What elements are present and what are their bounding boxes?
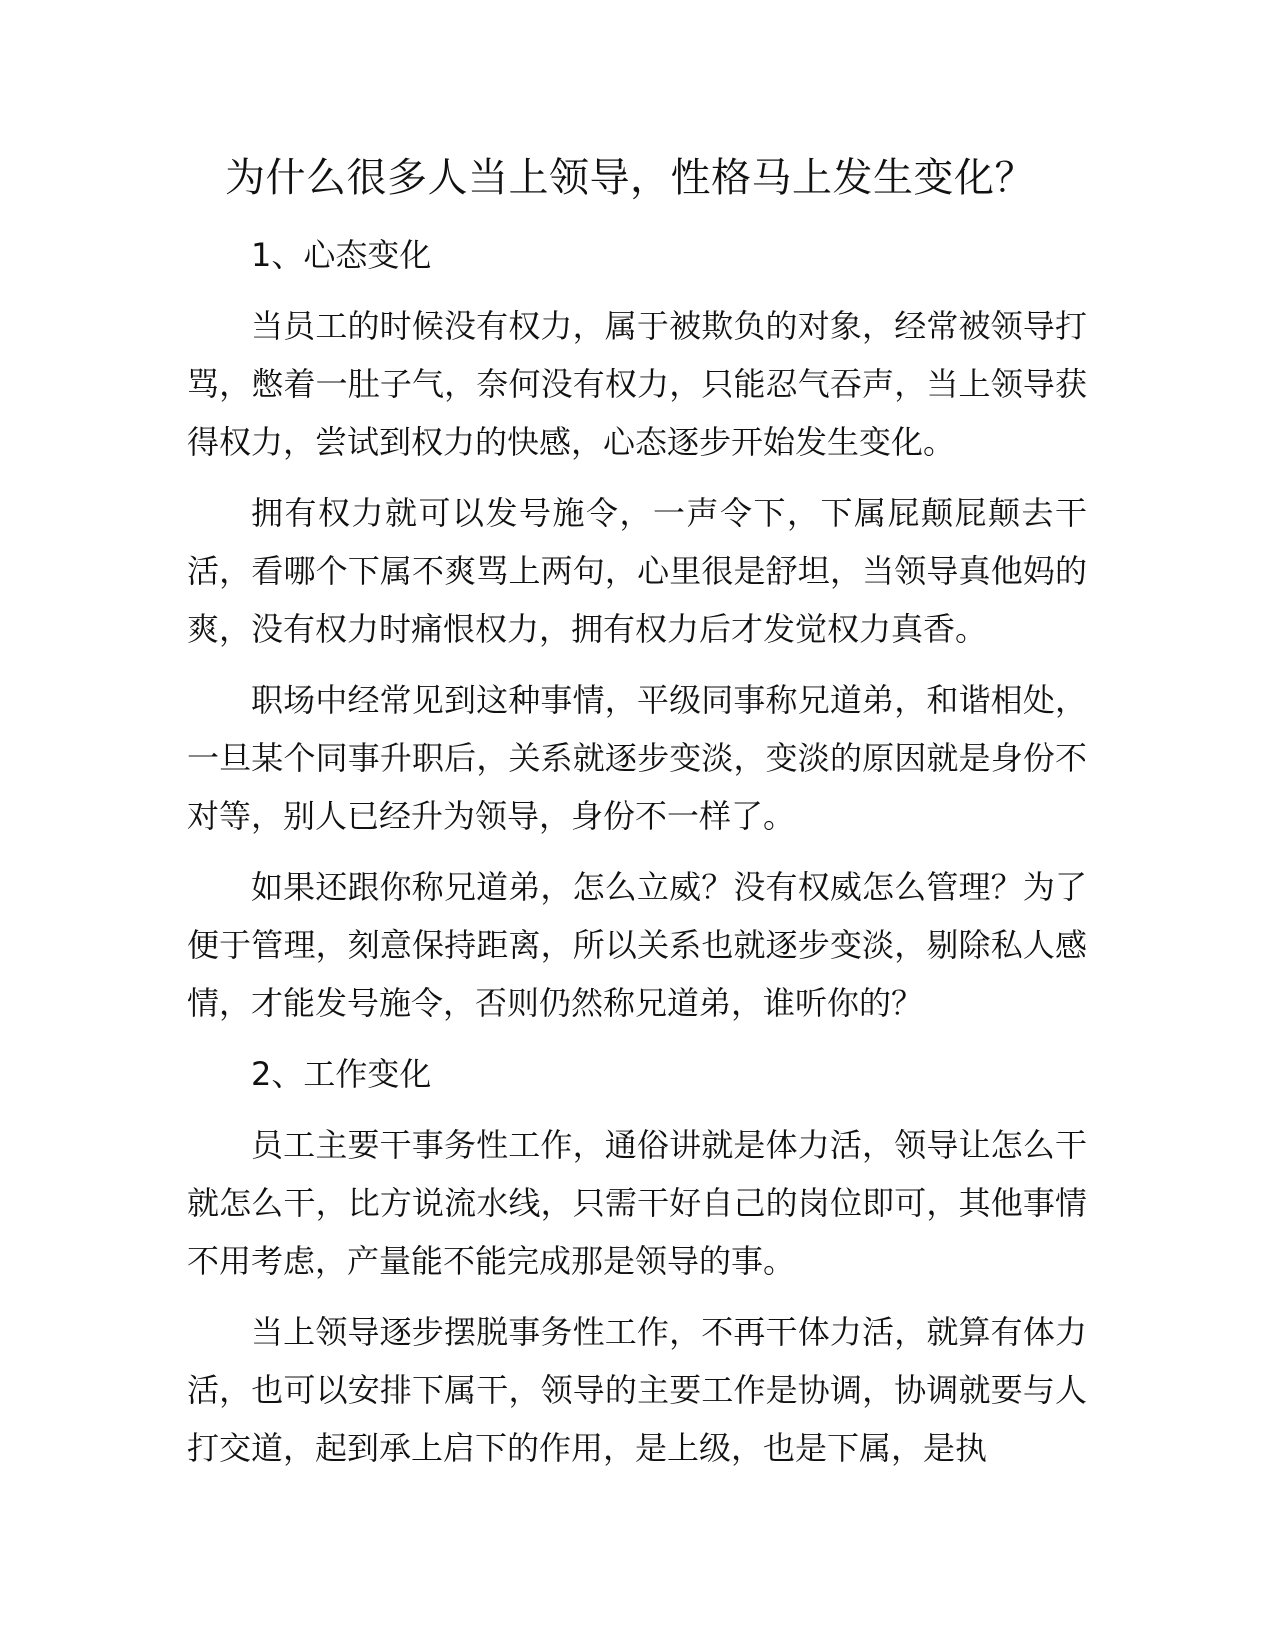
section-heading: 1、心态变化 (251, 236, 432, 274)
paragraph: 当员工的时候没有权力，属于被欺负的对象，经常被领导打骂，憋着一肚子气，奈何没有权力，只能忍气吞声，当上领导获得权力，尝试到权力的快感，心态逐步开始发生变化。 (187, 307, 1087, 461)
paragraph: 如果还跟你称兄道弟，怎么立威？没有权威怎么管理？为了便于管理，刻意保持距离，所以关系也就逐步变淡，剔除私人感情，才能发号施令，否则仍然称兄道弟，谁听你的？ (187, 868, 1087, 1022)
document-title: 为什么很多人当上领导，性格马上发生变化？ (225, 155, 1035, 201)
paragraph: 拥有权力就可以发号施令，一声令下，下属屁颠屁颠去干活，看哪个下属不爽骂上两句，心里很是舒坦，当领导真他妈的爽，没有权力时痛恨权力，拥有权力后才发觉权力真香。 (187, 494, 1087, 648)
paragraph: 员工主要干事务性工作，通俗讲就是体力活，领导让怎么干就怎么干，比方说流水线，只需干好自己的岗位即可，其他事情不用考虑，产量能不能完成那是领导的事。 (187, 1126, 1087, 1280)
section-heading: 2、工作变化 (251, 1055, 432, 1093)
paragraph: 当上领导逐步摆脱事务性工作，不再干体力活，就算有体力活，也可以安排下属干，领导的主要工作是协调，协调就要与人打交道，起到承上启下的作用，是上级，也是下属，是执 (187, 1313, 1087, 1467)
paragraph: 职场中经常见到这种事情，平级同事称兄道弟，和谐相处，一旦某个同事升职后，关系就逐步变淡，变淡的原因就是身份不对等，别人已经升为领导，身份不一样了。 (187, 681, 1087, 835)
document-body (187, 226, 1087, 1490)
